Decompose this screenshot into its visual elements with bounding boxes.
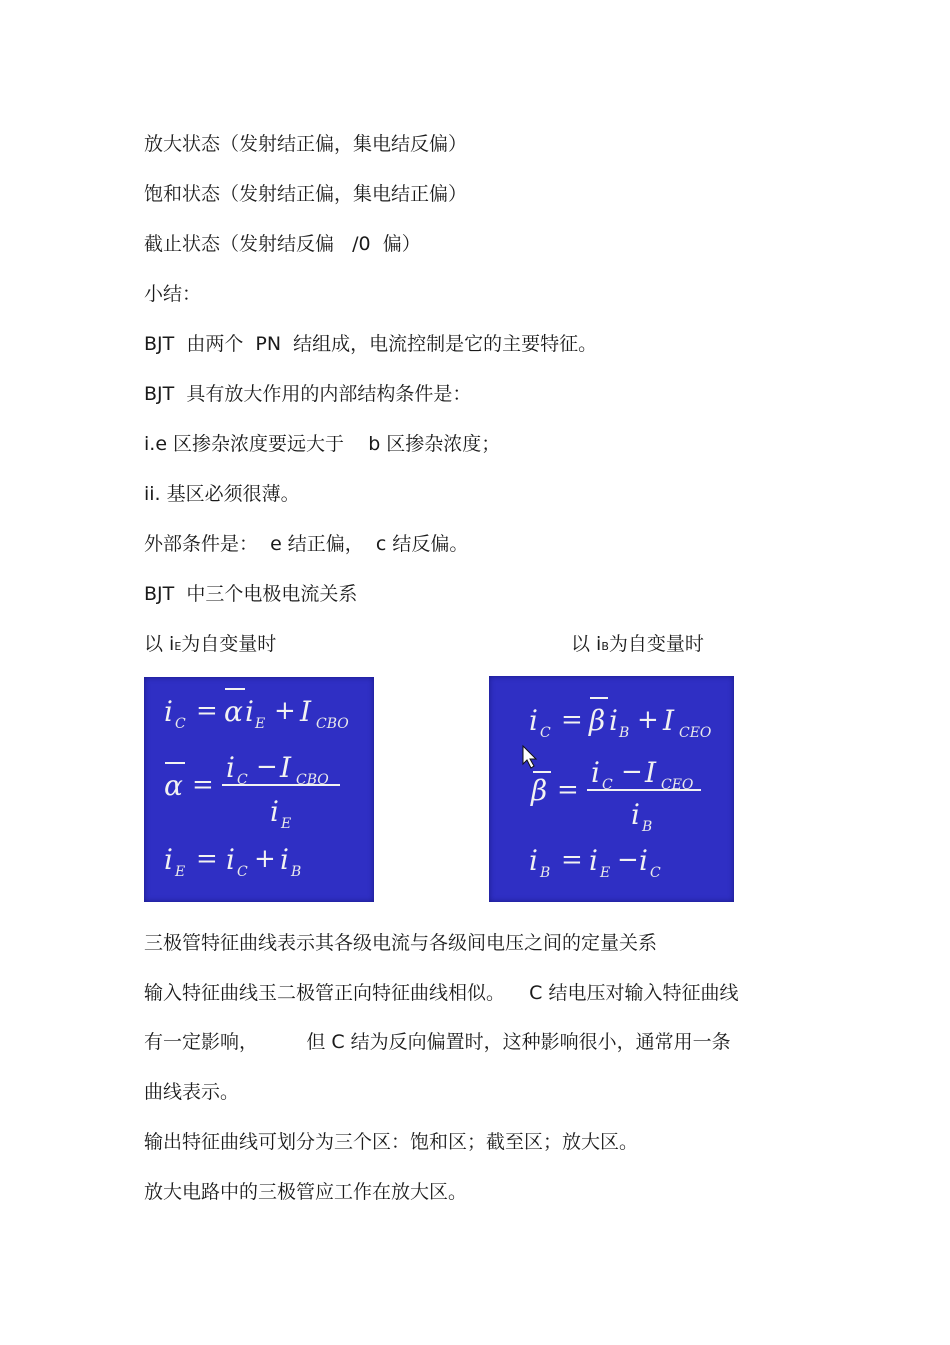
paragraph-saturation-state: 饱和状态（发射结正偏，集电结正偏） [144,183,468,205]
paragraph-amplify-state: 放大状态（发射结正偏，集电结反偏） [144,133,468,155]
caption-left-prefix: 以 i [144,633,175,655]
eq-right-2-num: i [591,756,600,789]
eq-right-2-den-sub: B [642,819,653,835]
eq-right-1-lhs: i [529,704,538,737]
paragraph-bjt-pn: BJT 由两个 PN 结组成，电流控制是它的主要特征。 [144,333,598,355]
paragraph-input-curve-3: 曲线表示。 [144,1081,240,1103]
eq-right-1-term: I [663,704,675,737]
eq-right-2-num-sub: C [602,777,613,793]
eq-right-2-num-term: I [645,756,657,789]
eq-right-2-minus: − [621,757,643,787]
equation-svg-ib [489,676,734,902]
eq-right-3-a-sub: E [600,865,611,881]
eq-right-3-op: = [561,845,583,875]
paragraph-cutoff-state: 截止状态（发射结反偏 /0 偏） [144,233,421,255]
caption-ib-variable [571,632,704,659]
paragraph-characteristic-curves: 三极管特征曲线表示其各级电流与各级间电压之间的定量关系 [144,932,658,954]
eq-left-3-lhs: i [164,843,173,876]
eq-right-3-lhs-sub: B [540,865,551,881]
paragraph-input-curve-1: 输入特征曲线玉二极管正向特征曲线相似。 C 结电压对输入特征曲线 [144,982,739,1004]
eq-right-1-var-sub: B [619,725,630,741]
eq-right-2-op: = [557,775,579,805]
equation-image-ie [144,677,374,902]
caption-right-sub: B [601,640,609,653]
caption-right-suffix: 为自变量时 [608,633,704,655]
eq-left-2-num-sub: C [237,772,248,788]
eq-left-2-lhs: α [164,769,183,802]
eq-left-2-minus: − [256,752,278,782]
equation-svg-ie [144,677,374,902]
eq-right-1-plus: + [637,705,659,735]
eq-left-1-var-sub: E [255,716,266,732]
caption-right-prefix: 以 i [571,633,602,655]
eq-left-1-var: i [245,695,254,728]
paragraph-amplifier-region: 放大电路中的三极管应工作在放大区。 [144,1181,468,1203]
eq-left-2-den-sub: E [281,816,292,832]
paragraph-output-curve-regions: 输出特征曲线可划分为三个区：饱和区；截至区；放大区。 [144,1131,639,1153]
caption-ie-variable [144,632,276,659]
eq-left-3-plus: + [254,844,276,874]
eq-left-1-term-sub: CBO [316,716,349,732]
paragraph-bjt-conditions: BJT 具有放大作用的内部结构条件是： [144,383,472,405]
paragraph-condition-1: i.e 区掺杂浓度要远大于 b 区掺杂浓度； [144,433,501,455]
eq-left-1-coef: α [224,695,243,728]
paragraph-external-conditions: 外部条件是： e 结正偏， c 结反偏。 [144,533,469,555]
eq-right-3-minus: − [617,845,639,875]
eq-left-3-b-sub: B [291,864,302,880]
eq-left-3-op: = [196,844,218,874]
eq-right-1-term-sub: CEO [679,725,712,741]
eq-right-2-den: i [631,798,640,831]
eq-left-1-term: I [300,695,312,728]
eq-left-1-plus: + [274,696,296,726]
eq-left-3-a: i [226,843,235,876]
eq-left-3-b: i [280,843,289,876]
eq-right-3-lhs: i [529,844,538,877]
eq-right-1-op: = [561,705,583,735]
eq-right-3-a: i [589,844,598,877]
eq-left-3-a-sub: C [237,864,248,880]
eq-right-3-b-sub: C [650,865,661,881]
eq-right-1-var: i [609,704,618,737]
eq-right-3-b: i [639,844,648,877]
eq-right-2-lhs: β [531,774,548,807]
paragraph-summary-heading: 小结： [144,283,202,305]
eq-left-2-op: = [192,770,214,800]
eq-left-1-op: = [196,696,218,726]
caption-left-suffix: 为自变量时 [181,633,277,655]
eq-left-2-num-term: I [280,751,292,784]
eq-right-1-coef: β [589,704,606,737]
eq-right-2-num-term-sub: CEO [661,777,694,793]
caption-left-sub: E [174,640,182,653]
paragraph-input-curve-2: 有一定影响， 但 C 结为反向偏置时，这种影响很小，通常用一条 [144,1031,731,1053]
eq-left-3-lhs-sub: E [175,864,186,880]
paragraph-current-relation: BJT 中三个电极电流关系 [144,583,358,605]
eq-left-1-lhs: i [164,695,173,728]
eq-left-2-num: i [226,751,235,784]
mouse-pointer-icon [523,746,536,768]
eq-left-2-num-term-sub: CBO [296,772,329,788]
eq-right-1-lhs-sub: C [540,725,551,741]
eq-left-1-lhs-sub: C [175,716,186,732]
equation-image-ib [489,676,734,902]
paragraph-condition-2: ii. 基区必须很薄。 [144,483,300,505]
eq-left-2-den: i [270,795,279,828]
